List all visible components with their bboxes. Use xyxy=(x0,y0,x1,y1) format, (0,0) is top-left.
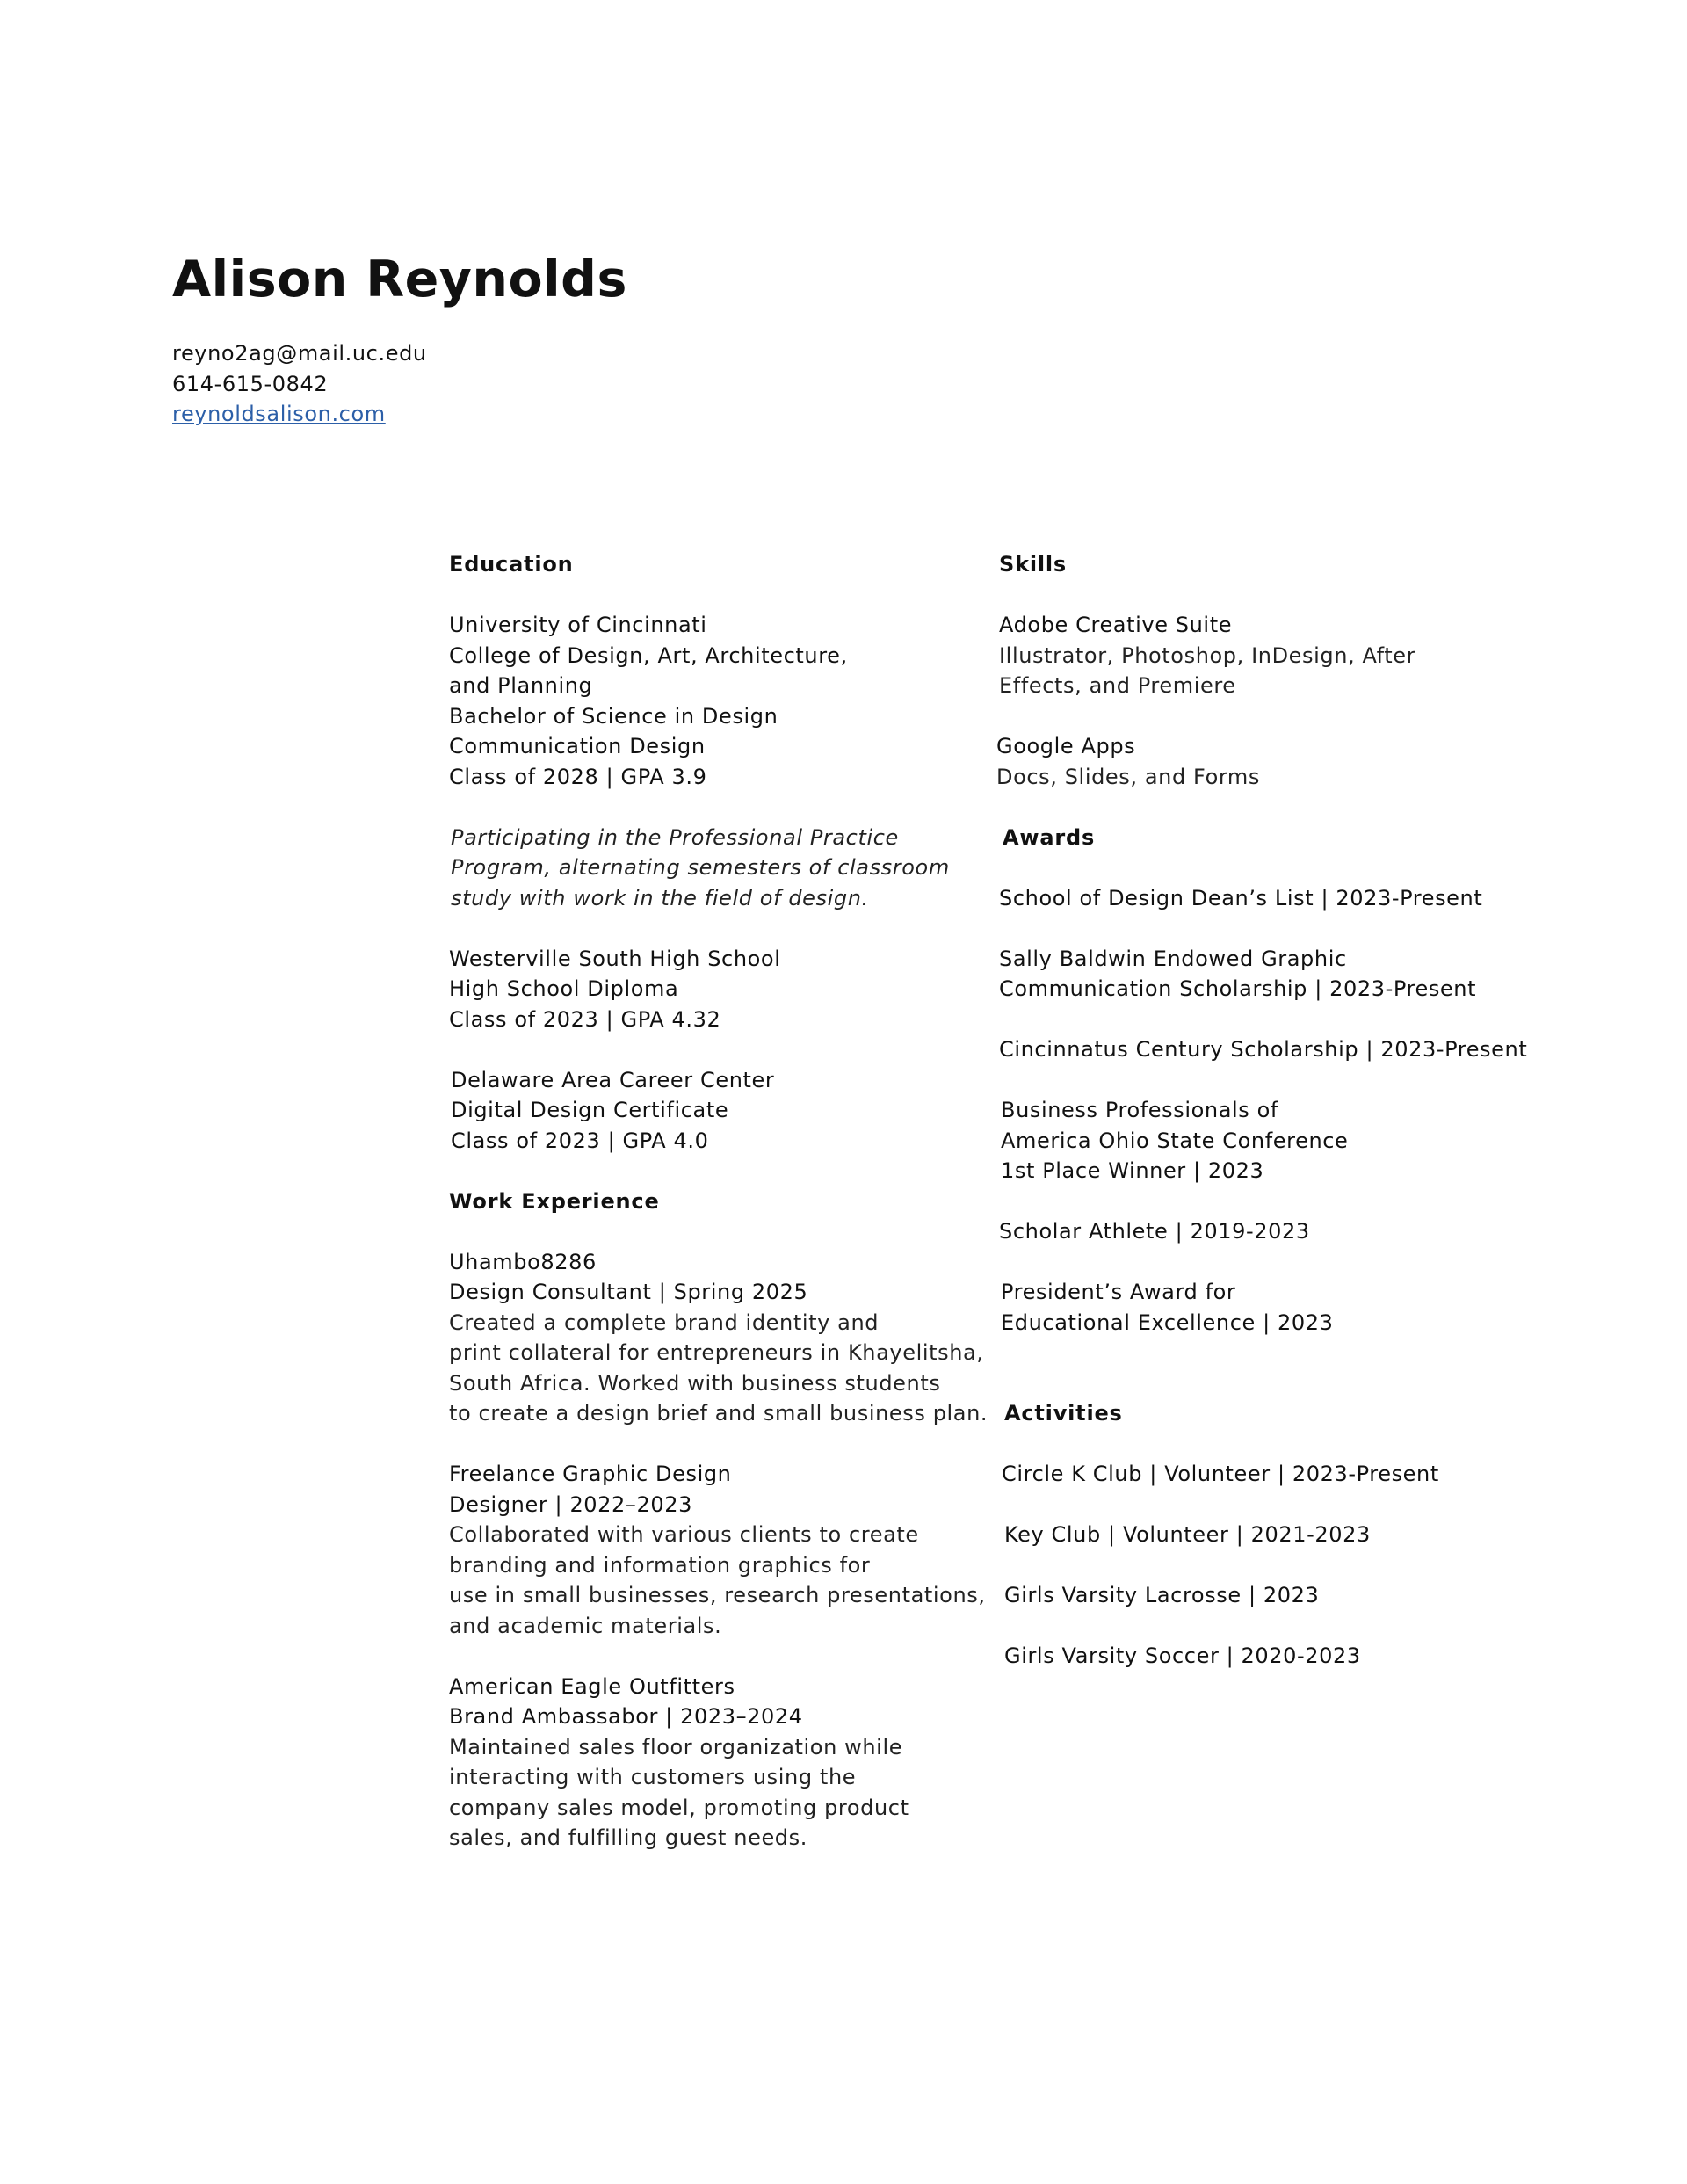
job-desc-line: South Africa. Worked with business students xyxy=(449,1370,941,1396)
job-title: Design Consultant | Spring 2025 xyxy=(449,1280,808,1304)
award-president xyxy=(1001,1277,1561,1338)
job-desc-line: Maintained sales floor organization while xyxy=(449,1734,903,1760)
job-title: Designer | 2022–2023 xyxy=(449,1491,692,1517)
job-desc-line: branding and information graphics for xyxy=(449,1552,871,1578)
job-entry xyxy=(449,1459,985,1641)
award-item: Scholar Athlete | 2019-2023 xyxy=(999,1219,1310,1244)
job-org: Uhambo8286 xyxy=(449,1249,597,1274)
skills-heading: Skills xyxy=(999,552,1068,577)
skill-adobe-title: Adobe Creative Suite xyxy=(999,613,1233,637)
note-line3: study with work in the field of design. xyxy=(451,885,869,911)
uc-major: Communication Design xyxy=(449,734,706,758)
job-desc-line: print collateral for entrepreneurs in Khayelitsha, xyxy=(449,1340,984,1365)
phone-text: 614-615-0842 xyxy=(172,371,329,396)
job-desc-line: Collaborated with various clients to create xyxy=(449,1522,919,1547)
activity-item: Girls Varsity Soccer | 2020-2023 xyxy=(1004,1643,1361,1668)
awards-heading: Awards xyxy=(1003,824,1096,850)
skill-adobe-line2: Effects, and Premiere xyxy=(999,673,1236,698)
activities-heading: Activities xyxy=(1004,1401,1123,1426)
job-org: American Eagle Outfitters xyxy=(449,1673,735,1699)
note-line1: Participating in the Professional Practice xyxy=(451,824,899,850)
delaware-class: Class of 2023 | GPA 4.0 xyxy=(451,1128,709,1153)
education-uc xyxy=(449,610,985,792)
activity-item: Circle K Club | Volunteer | 2023-Present xyxy=(1002,1462,1439,1486)
job-desc-line: and academic materials. xyxy=(449,1613,722,1638)
delaware-certificate: Digital Design Certificate xyxy=(451,1098,729,1122)
job-org: Freelance Graphic Design xyxy=(449,1462,732,1486)
website-link[interactable]: reynoldsalison.com xyxy=(172,402,386,426)
skill-adobe-line1: Illustrator, Photoshop, InDesign, After xyxy=(999,642,1416,668)
contact-block xyxy=(172,338,427,430)
skill-google-title: Google Apps xyxy=(996,734,1136,758)
skill-google-line1: Docs, Slides, and Forms xyxy=(996,764,1260,789)
award-item: School of Design Dean’s List | 2023-Present xyxy=(999,885,1483,911)
job-desc-line: company sales model, promoting product xyxy=(449,1795,909,1820)
award-item: Cincinnatus Century Scholarship | 2023-Present xyxy=(999,1037,1528,1062)
award-item: President’s Award for xyxy=(1001,1280,1236,1304)
resume-name: Alison Reynolds xyxy=(172,250,627,308)
award-bpa xyxy=(1001,1095,1561,1186)
professional-practice-note xyxy=(451,823,985,914)
award-item: Business Professionals of xyxy=(1001,1098,1278,1122)
westerville-class: Class of 2023 | GPA 4.32 xyxy=(449,1006,721,1032)
award-item: Sally Baldwin Endowed Graphic xyxy=(999,946,1347,971)
skill-google xyxy=(996,731,1561,792)
job-desc-line: use in small businesses, research presentations, xyxy=(449,1583,986,1607)
uc-degree: Bachelor of Science in Design xyxy=(449,703,778,729)
job-desc-line: interacting with customers using the xyxy=(449,1765,857,1789)
uc-college-line1: College of Design, Art, Architecture, xyxy=(449,642,848,668)
email-text: reyno2ag@mail.uc.edu xyxy=(172,341,427,366)
job-title: Brand Ambassabor | 2023–2024 xyxy=(449,1704,803,1729)
award-item: Communication Scholarship | 2023-Present xyxy=(999,976,1477,1001)
activity-item: Key Club | Volunteer | 2021-2023 xyxy=(1004,1522,1371,1547)
award-item: America Ohio State Conference xyxy=(1001,1128,1349,1153)
uc-school: University of Cincinnati xyxy=(449,613,707,637)
uc-class: Class of 2028 | GPA 3.9 xyxy=(449,764,707,789)
westerville-school: Westerville South High School xyxy=(449,946,781,971)
work-heading: Work Experience xyxy=(449,1188,660,1214)
job-entry xyxy=(449,1247,988,1429)
activity-item: Girls Varsity Lacrosse | 2023 xyxy=(1004,1583,1320,1607)
job-entry xyxy=(449,1672,985,1854)
right-column xyxy=(996,549,1561,1672)
note-line2: Program, alternating semesters of classroom xyxy=(451,855,950,880)
westerville-diploma: High School Diploma xyxy=(449,976,679,1001)
skill-adobe xyxy=(999,610,1561,701)
job-desc-line: sales, and fulfilling guest needs. xyxy=(449,1825,807,1850)
job-desc-line: Created a complete brand identity and xyxy=(449,1310,880,1335)
education-westerville xyxy=(449,944,985,1035)
education-heading: Education xyxy=(449,552,574,577)
education-delaware xyxy=(451,1065,985,1157)
left-column xyxy=(449,549,988,1854)
delaware-school: Delaware Area Career Center xyxy=(451,1067,775,1092)
award-item: Educational Excellence | 2023 xyxy=(1001,1310,1334,1335)
award-item: 1st Place Winner | 2023 xyxy=(1001,1158,1264,1183)
uc-college-line2: and Planning xyxy=(449,673,593,698)
job-desc-line: to create a design brief and small business plan. xyxy=(449,1401,988,1426)
